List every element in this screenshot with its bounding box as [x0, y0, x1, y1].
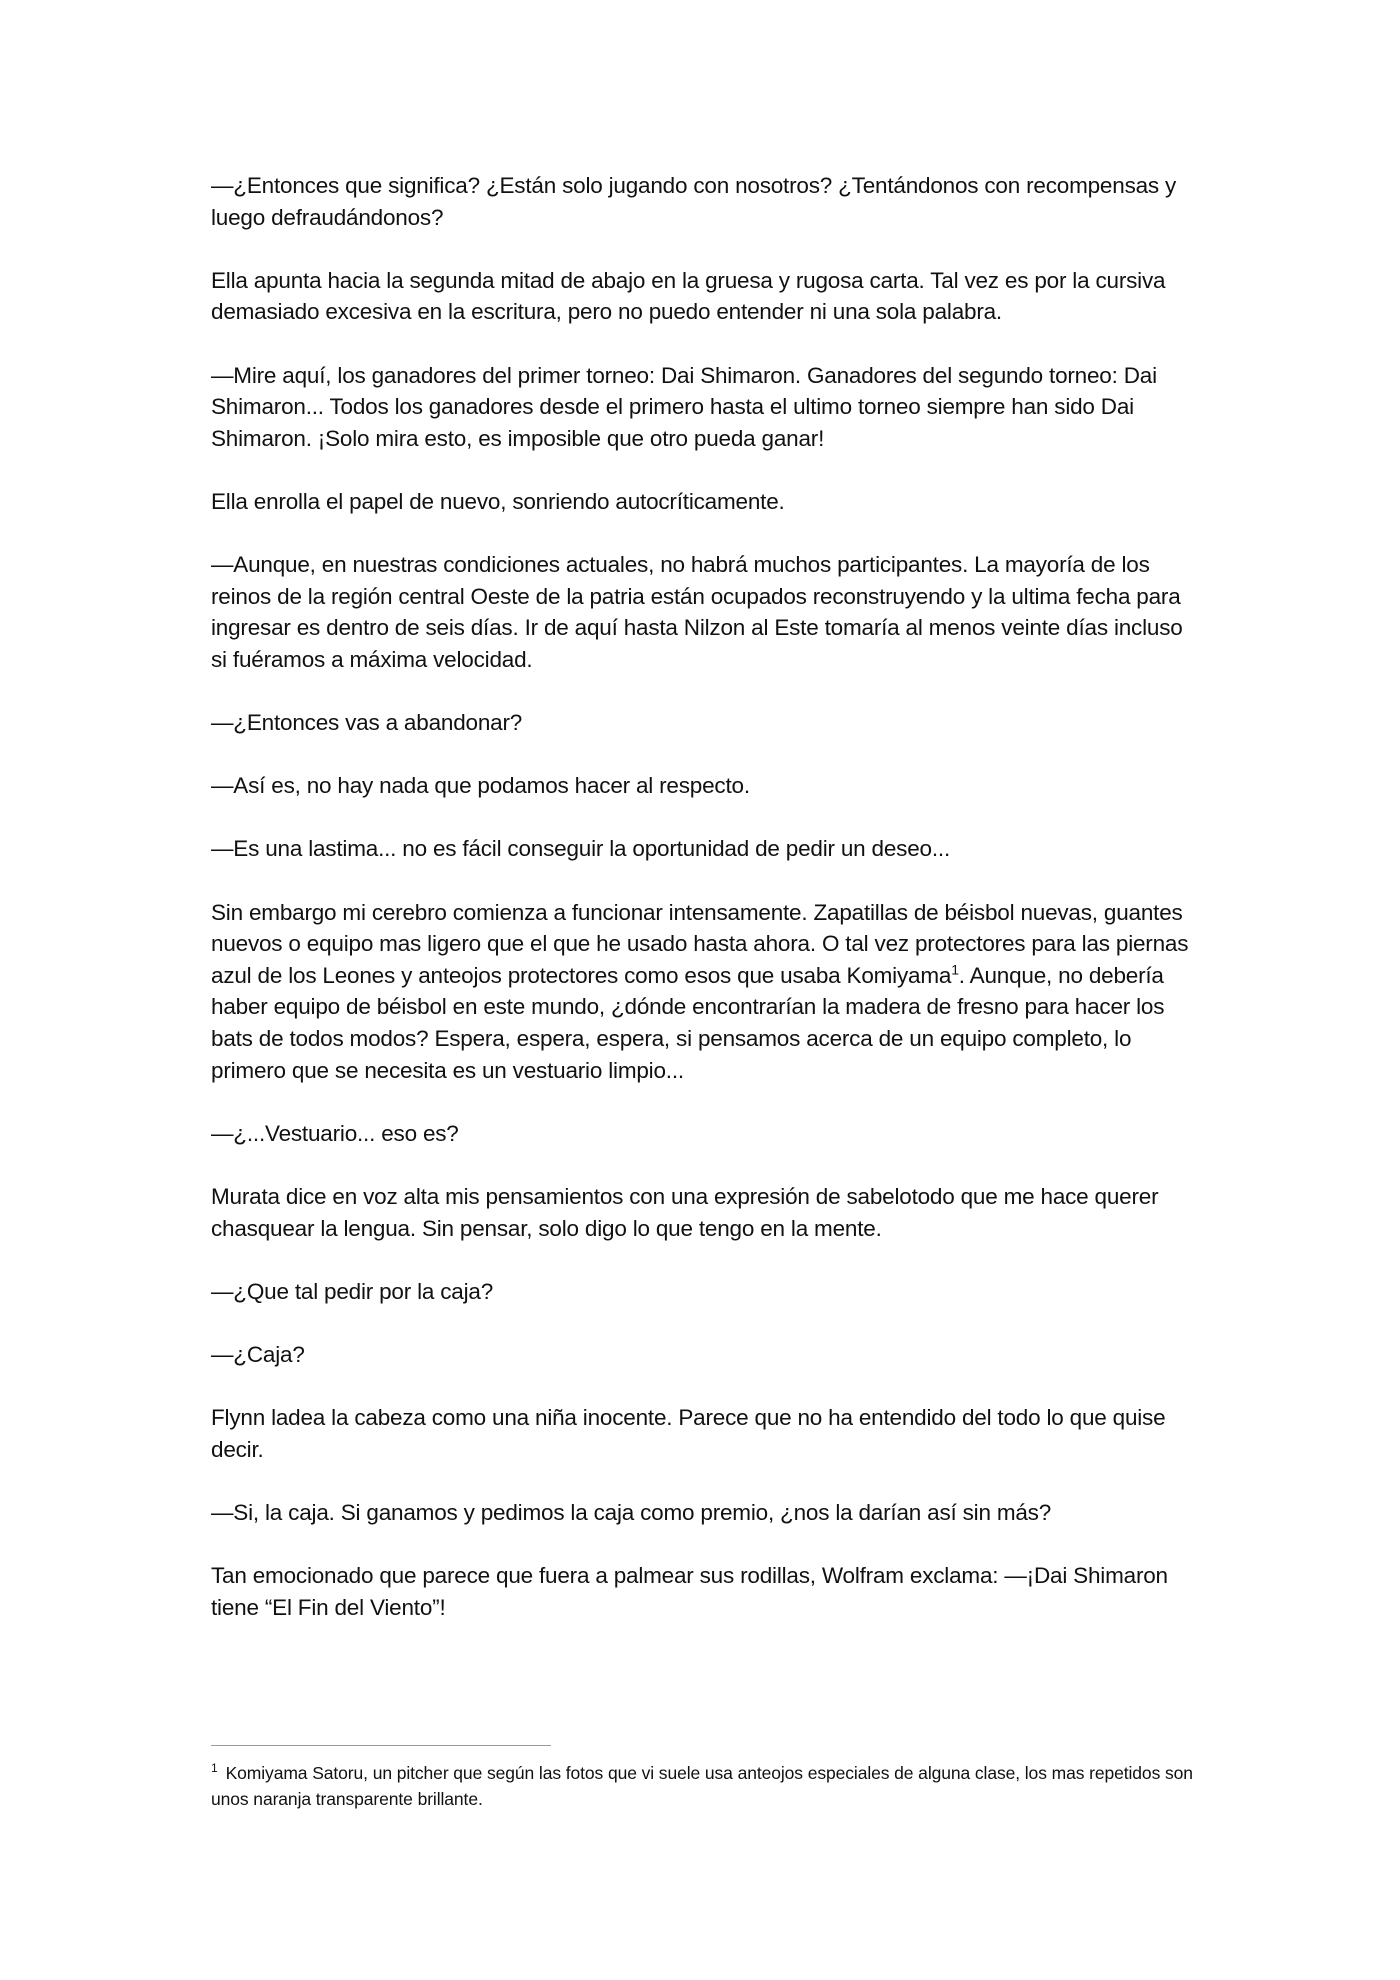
paragraph: —¿Caja?	[211, 1341, 305, 1367]
paragraph: —¿Entonces vas a abandonar?	[211, 710, 523, 736]
paragraph: —Así es, no hay nada que podamos hacer al respecto.	[211, 773, 750, 799]
paragraph: —Es una lastima... no es fácil conseguir la oportunidad de pedir un deseo...	[211, 836, 951, 862]
footnote-separator	[211, 1745, 551, 1746]
paragraph: Tan emocionado que parece que fuera a palmear sus rodillas, Wolfram exclama: —¡Dai Shimaron tiene “El Fin del Viento”!	[211, 1563, 1168, 1620]
paragraph: Ella apunta hacia la segunda mitad de abajo en la gruesa y rugosa carta. Tal vez es por la cursiva demasiado excesiva en la escritura, pero no puedo entender ni una sola palabra.	[211, 267, 1166, 325]
footnote-text: Komiyama Satoru, un pitcher que según las fotos que vi suele usa anteojos especiales de alguna clase, los mas repetidos son unos naranja transparente brillante.	[211, 1763, 1193, 1809]
paragraph: —¿Entonces que significa? ¿Están solo jugando con nosotros? ¿Tentándonos con recompensas y luego defraudándonos?	[211, 173, 1177, 230]
footnote	[211, 1760, 1201, 1812]
paragraph: —¿Que tal pedir por la caja?	[211, 1278, 494, 1304]
paragraph: —Aunque, en nuestras condiciones actuales, no habrá muchos participantes. La mayoría de los reinos de la región central Oeste de la patria están ocupados reconstruyendo y la ultima fecha para ingresar es dentro de seis días. Ir de aquí hasta Nilzon al Este tomaría al menos veinte días incluso si fuéramos a máxima velocidad.	[211, 552, 1183, 672]
body-text	[211, 170, 1201, 1655]
paragraph-with-footnote	[211, 897, 1201, 1087]
paragraph: —Mire aquí, los ganadores del primer torneo: Dai Shimaron. Ganadores del segundo torneo: Dai Shimaron... Todos los ganadores desde el primero hasta el ultimo torneo siempre han sido Dai Shimaron. ¡Solo mira esto, es imposible que otro pueda ganar!	[211, 362, 1157, 451]
paragraph: Ella enrolla el papel de nuevo, sonriendo autocríticamente.	[211, 488, 785, 514]
footnote-reference[interactable]: 1	[951, 961, 959, 978]
paragraph-text-before-ref: Sin embargo mi cerebro comienza a funcionar intensamente. Zapatillas de béisbol nuevas, guantes nuevos o equipo mas ligero que el que he usado hasta ahora. O tal vez protectores para las piernas azul de los Leones y anteojos protectores como esos que usaba Komiyama	[211, 899, 1189, 988]
paragraph: —Si, la caja. Si ganamos y pedimos la caja como premio, ¿nos la darían así sin más?	[211, 1499, 1052, 1525]
footnote-mark: 1	[211, 1761, 218, 1776]
paragraph: —¿...Vestuario... eso es?	[211, 1120, 459, 1146]
paragraph-text-after-ref: . Aunque, no debería haber equipo de béisbol en este mundo, ¿dónde encontrarían la madera de fresno para hacer los bats de todos modos? Espera, espera, espera, si pensamos acerca de un equipo completo, lo primero que se necesita es un vestuario limpio...	[211, 962, 1165, 1083]
paragraph: Flynn ladea la cabeza como una niña inocente. Parece que no ha entendido del todo lo que quise decir.	[211, 1405, 1166, 1462]
paragraph: Murata dice en voz alta mis pensamientos con una expresión de sabelotodo que me hace querer chasquear la lengua. Sin pensar, solo digo lo que tengo en la mente.	[211, 1184, 1159, 1241]
